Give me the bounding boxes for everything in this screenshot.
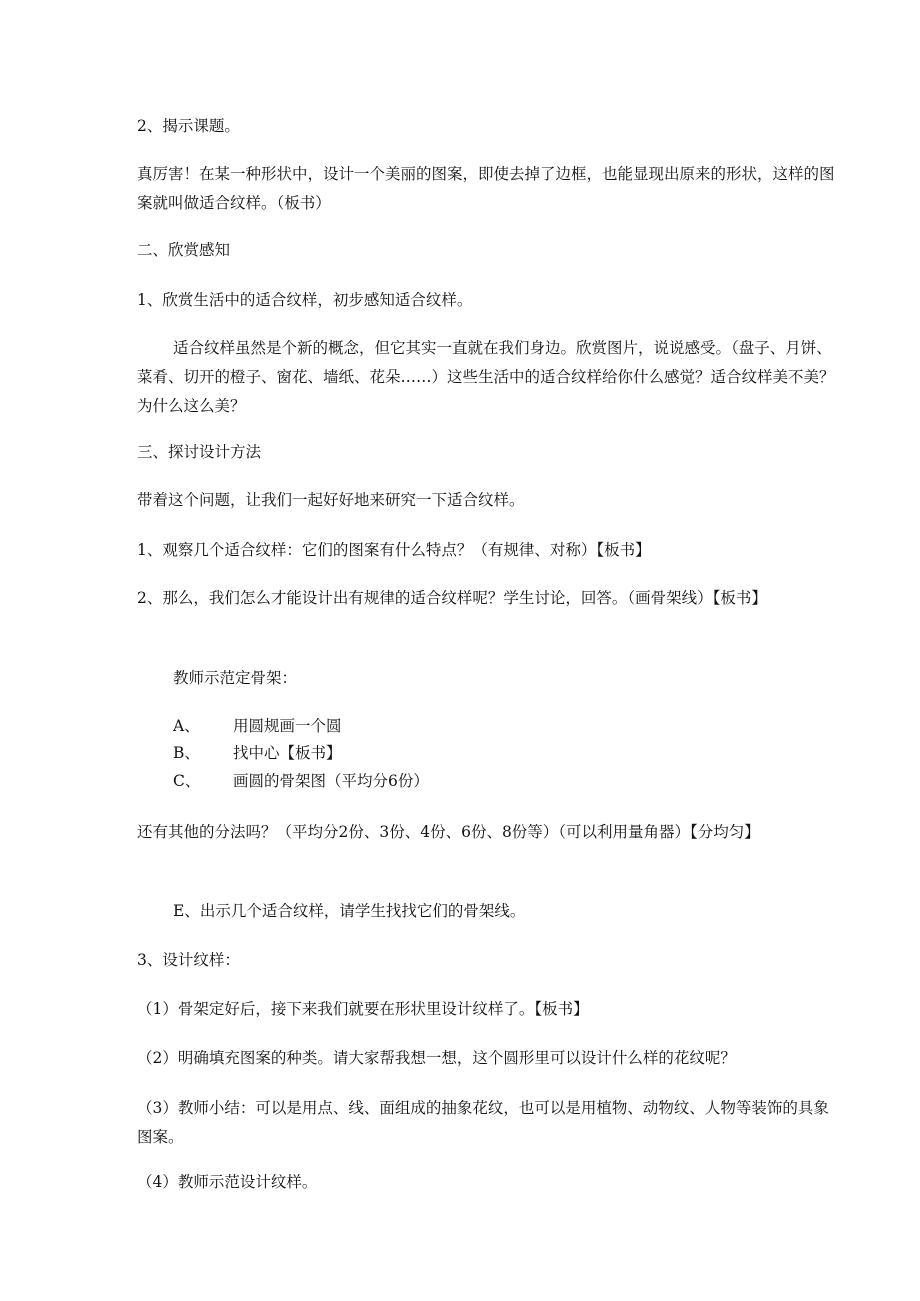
list-text: 找中心【板书】: [233, 744, 342, 762]
section-heading-design-method: 三、探讨设计方法: [137, 443, 262, 461]
definition-paragraph: 真厉害！在某一种形状中，设计一个美丽的图案，即使去掉了边框，也能显现出原来的形状，这样的图案就叫做适合纹样。（板书）: [137, 165, 835, 212]
step-design-patterns-heading: 3、设计纹样：: [137, 951, 240, 969]
list-marker: B、: [173, 744, 200, 762]
intro-research-paragraph: 带着这个问题，让我们一起好好地来研究一下适合纹样。: [137, 491, 525, 509]
step-appreciate-life-patterns: 1、欣赏生活中的适合纹样，初步感知适合纹样。: [137, 291, 473, 309]
list-item: [173, 768, 429, 794]
substep-4: （4）教师示范设计纹样。: [137, 1173, 318, 1191]
step-e-find-skeleton: E、出示几个适合纹样，请学生找找它们的骨架线。: [173, 902, 526, 920]
list-text: 画圆的骨架图（平均分6份）: [233, 772, 429, 790]
substep-2: （2）明确填充图案的种类。请大家帮我想一想，这个圆形里可以设计什么样的花纹呢？: [137, 1049, 736, 1067]
other-division-methods-paragraph: 还有其他的分法吗？（平均分2份、3份、4份、6份、8份等）（可以利用量角器）【分均匀】: [137, 823, 760, 841]
step-design-regular-patterns: 2、那么，我们怎么才能设计出有规律的适合纹样呢？学生讨论，回答。（画骨架线）【板书】: [137, 589, 767, 607]
list-item: [173, 740, 342, 766]
section-heading-appreciate: 二、欣赏感知: [137, 241, 231, 259]
substep-3: （3）教师小结：可以是用点、线、面组成的抽象花纹，也可以是用植物、动物纹、人物等装饰的具象图案。: [137, 1099, 829, 1146]
substep-1: （1）骨架定好后，接下来我们就要在形状里设计纹样了。【板书】: [137, 1000, 589, 1018]
list-text: 用圆规画一个圆: [233, 717, 342, 735]
section-step-reveal-topic: 2、揭示课题。: [137, 117, 240, 135]
list-item: [173, 713, 342, 739]
appreciation-paragraph: 适合纹样虽然是个新的概念，但它其实一直就在我们身边。欣赏图片，说说感受。（盘子、月饼、菜肴、切开的橙子、窗花、墙纸、花朵……）这些生活中的适合纹样给你什么感觉？适合纹样美不美？为什么这么美？: [137, 339, 835, 415]
teacher-demo-skeleton-label: 教师示范定骨架：: [173, 669, 298, 687]
list-marker: C、: [173, 772, 201, 790]
step-observe-patterns: 1、观察几个适合纹样：它们的图案有什么特点？（有规律、对称）【板书】: [137, 541, 651, 559]
list-marker: A、: [173, 717, 200, 735]
